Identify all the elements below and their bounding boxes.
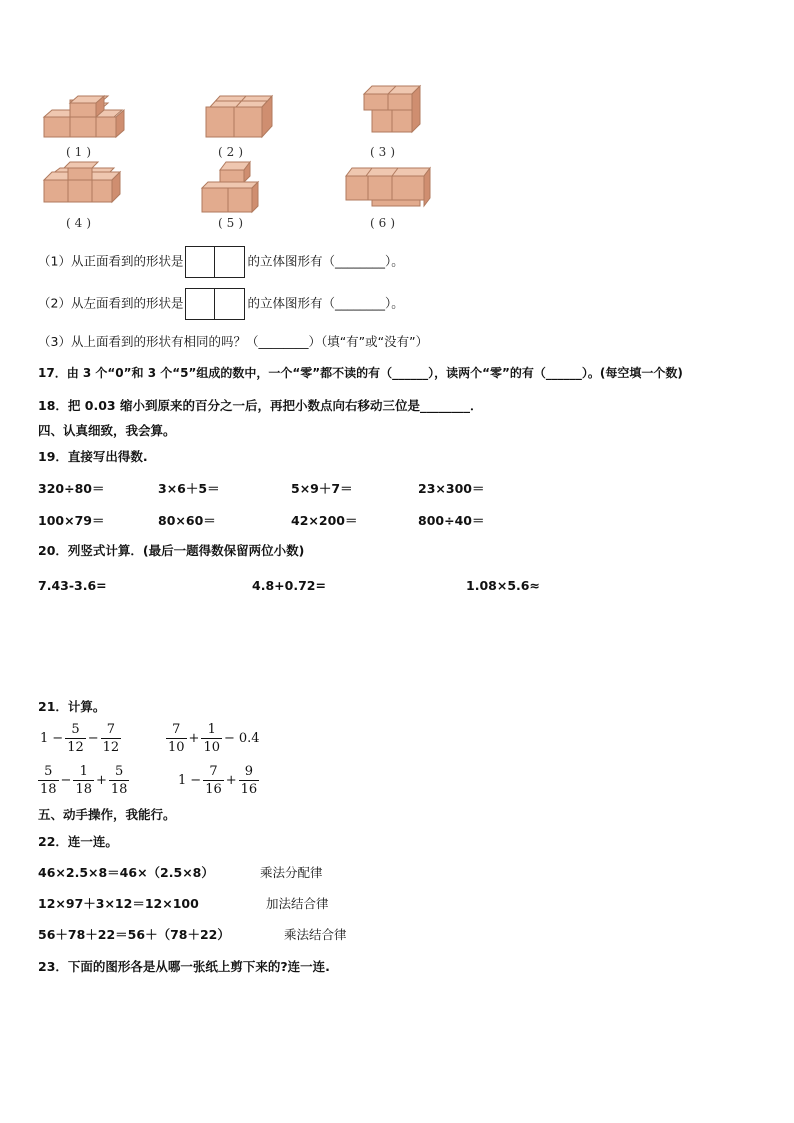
q20-item-2: 4.8+0.72= [252,578,326,593]
denominator: 10 [168,740,185,755]
numerator: 5 [109,763,130,781]
section-5-heading: 五、动手操作，我能行。 [38,807,176,822]
fraction [73,763,94,798]
question-21-title: 21．计算。 [38,699,106,714]
q19-r1-c3: 5×9＋7＝ [291,481,353,496]
fraction [109,763,130,798]
fraction [166,721,187,756]
q21-expression-2 [166,721,262,756]
q21-e2-op2: − [224,731,235,746]
two-square-shape [185,288,245,320]
fraction [38,763,59,798]
figure-label-1: (1) [66,145,95,159]
q19-r1-c4: 23×300＝ [418,481,485,496]
denominator: 16 [205,782,222,797]
q16-sub1-suffix: 的立体图形有（________）。 [247,253,404,269]
figure-label-4: (4) [66,216,95,230]
numerator: 7 [101,721,122,739]
q21-expression-1 [38,721,121,756]
denominator: 12 [102,740,120,755]
figure-label-5: (5) [218,216,247,230]
denominator: 12 [67,740,84,755]
denominator: 18 [40,782,57,797]
figure-label-6: (6) [370,216,399,230]
fraction [65,721,86,756]
numerator: 1 [73,763,94,781]
q21-e4-op2: + [225,773,237,788]
q22-left-1: 46×2.5×8＝46×（2.5×8） [38,865,214,880]
q19-r1-c2: 3×6＋5＝ [158,481,220,496]
cube-figure-1 [44,96,124,137]
question-18: 18．把 0.03 缩小到原来的百分之一后，再把小数点向右移动三位是________． [38,398,483,413]
q21-e3-op2: + [96,773,107,788]
numerator: 9 [239,763,260,781]
figure-label-3: (3) [370,145,399,159]
denominator: 10 [203,740,220,755]
q21-e4-a: 1 [178,773,187,788]
cube-figure-6 [346,168,430,206]
q22-right-3: 乘法结合律 [284,927,347,942]
section-4-heading: 四、认真细致，我会算。 [38,423,176,438]
q21-expression-4 [176,763,259,798]
cube-figures [0,0,794,240]
cube-figure-4 [44,162,120,202]
q19-r2-c2: 80×60＝ [158,513,216,528]
numerator: 1 [201,721,222,739]
question-20-title: 20．列竖式计算．(最后一题得数保留两位小数) [38,543,305,558]
q20-item-3: 1.08×5.6≈ [466,578,540,593]
cube-figure-5 [202,162,258,212]
cube-figure-2 [206,96,272,137]
numerator: 5 [38,763,59,781]
q21-e1-a: 1 [40,731,49,746]
denominator: 16 [240,782,258,797]
denominator: 18 [110,782,128,797]
cube-figure-3 [364,86,420,132]
q21-e3-op1: − [60,773,72,788]
q16-sub2-prefix: （2）从左面看到的形状是 [38,295,184,311]
denominator: 18 [75,782,92,797]
two-square-shape [185,246,245,278]
numerator: 7 [203,763,224,781]
q19-r2-c3: 42×200＝ [291,513,358,528]
q22-left-2: 12×97＋3×12＝12×100 [38,896,199,911]
q21-e2-b: 0.4 [238,731,260,746]
q16-sub2 [38,288,404,320]
numerator: 5 [65,721,86,739]
q22-right-1: 乘法分配律 [260,865,323,880]
q19-r2-c4: 800÷40＝ [418,513,485,528]
q19-r2-c1: 100×79＝ [38,513,105,528]
q22-left-3: 56＋78＋22＝56＋（78＋22） [38,927,230,942]
q22-right-2: 加法结合律 [266,896,329,911]
q21-e1-op2: − [87,731,99,746]
question-19-title: 19．直接写出得数. [38,449,148,464]
question-23: 23．下面的图形各是从哪一张纸上剪下来的?连一连. [38,959,330,974]
q16-sub2-suffix: 的立体图形有（________）。 [247,295,404,311]
q21-expression-3 [38,763,129,798]
question-17: 17．由 3 个“0”和 3 个“5”组成的数中，一个“零”都不读的有（______），读两个“零”的有（______）。(每空填一个数) [38,366,683,380]
fraction [201,721,222,756]
figure-label-2: (2) [218,145,247,159]
q16-sub1-prefix: （1）从正面看到的形状是 [38,253,184,269]
q16-sub3: （3）从上面看到的形状有相同的吗？（________）（填“有”或“没有”） [38,334,429,349]
q20-item-1: 7.43-3.6= [38,578,107,593]
question-22-title: 22．连一连。 [38,834,118,849]
q21-e1-op1: − [52,731,64,746]
numerator: 7 [166,721,187,739]
fraction [203,763,224,798]
fraction [101,721,122,756]
q19-r1-c1: 320÷80＝ [38,481,105,496]
fraction [239,763,260,798]
q21-e4-op1: − [190,773,202,788]
q21-e2-op1: + [188,731,200,746]
q16-sub1 [38,246,404,278]
